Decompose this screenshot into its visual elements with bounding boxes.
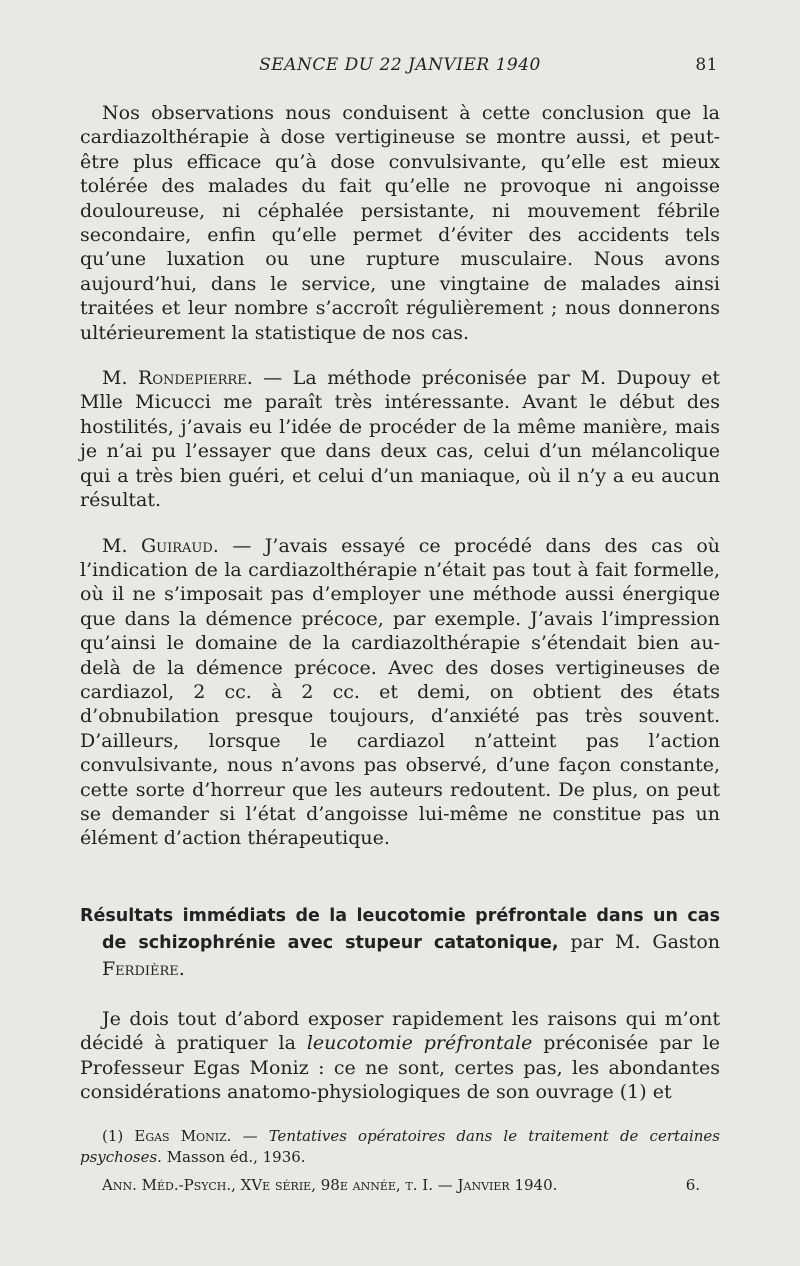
- leucotomie-text-before: Je dois tout d’abord exposer rapidement les raisons qui m’ont décidé à pratiquer la: [80, 1007, 720, 1055]
- section-heading: [80, 903, 720, 983]
- speaker-guiraud: M. Guiraud.: [102, 534, 219, 557]
- page-number: 81: [695, 55, 718, 75]
- footnote-marker: (1): [102, 1127, 135, 1146]
- leucotomie-text-after: préconisée par le Professeur Egas Moniz : ce ne sont, certes pas, les abondantes considérations anatomo-physiologiques de son ouvrage (1) et: [80, 1032, 720, 1103]
- running-head: [80, 55, 720, 81]
- signature-number: 6.: [685, 1176, 700, 1195]
- footnote: [80, 1126, 720, 1168]
- leucotomie-italic: leucotomie préfrontale: [306, 1032, 533, 1055]
- footnote-publisher: Masson éd., 1936.: [161, 1148, 306, 1167]
- page: [80, 55, 720, 1198]
- section-author: Ferdière.: [102, 957, 185, 980]
- section-title: Résultats immédiats de la leucotomie préfrontale dans un cas de schizophrénie avec stupeur catatonique,: [80, 905, 720, 953]
- signature-line: [80, 1176, 720, 1198]
- speaker-rondepierre: M. Rondepierre.: [102, 367, 253, 390]
- rondepierre-text: — La méthode préconisée par M. Dupouy et Mlle Micucci me paraît très intéressante. Avant le début des hostilités, j’avais eu l’idée de procéder de la même manière, mais je n’ai pu l’essayer que dans deux cas, celui d’un mélancolique qui a très bien guéri, et celui d’un maniaque, où il n’y a eu aucun résultat.: [80, 367, 720, 512]
- paragraph-leucotomie: [80, 1007, 720, 1105]
- paragraph-rondepierre: [80, 366, 720, 512]
- section-by: par M. Gaston: [558, 930, 720, 953]
- guiraud-text: — J’avais essayé ce procédé dans des cas où l’indication de la cardiazolthérapie n’était pas tout à fait formelle, où il ne s’imposait pas d’employer une méthode aussi énergique que dans la démence précoce, par exemple. J’avais l’impression qu’ainsi le domaine de la cardiazolthérapie s’étendait bien au-delà de la démence précoce. Avec des doses vertigineuses de cardiazol, 2 cc. à 2 cc. et demi, on obtient des états d’obnubilation presque toujours, d’anxiété pas très souvent. D’ailleurs, lorsque le cardiazol n’atteint pas l’action convulsivante, nous n’avons pas observé, d’une façon constante, cette sorte d’horreur que les auteurs redoutent. De plus, on peut se demander si l’état d’angoisse lui-même ne constitue pas un élément d’action thérapeutique.: [80, 534, 720, 850]
- paragraph-conclusion: Nos observations nous conduisent à cette conclusion que la cardiazolthérapie à dose vertigineuse se montre aussi, et peut-être plus efficace qu’à dose convulsivante, qu’elle est mieux tolérée des malades du fait qu’elle ne provoque ni angoisse douloureuse, ni céphalée persistante, ni mouvement fébrile secondaire, enfin qu’elle permet d’éviter des accidents tels qu’une luxation ou une rupture musculaire. Nous avons aujourd’hui, dans le service, une vingtaine de malades ainsi traitées et leur nombre s’accroît régulièrement ; nous donnerons ultérieurement la statistique de nos cas.: [80, 102, 720, 344]
- signature-text: Ann. Méd.-Psych., XVe série, 98e année, t. I. — Janvier 1940.: [102, 1176, 558, 1195]
- running-head-title: SEANCE DU 22 JANVIER 1940: [259, 55, 541, 75]
- footnote-title: Tentatives opératoires dans le traitement de certaines psychoses.: [80, 1127, 720, 1167]
- footnote-dash: —: [231, 1127, 269, 1146]
- paragraph-guiraud: [80, 534, 720, 851]
- footnote-author: Egas Moniz.: [134, 1127, 232, 1146]
